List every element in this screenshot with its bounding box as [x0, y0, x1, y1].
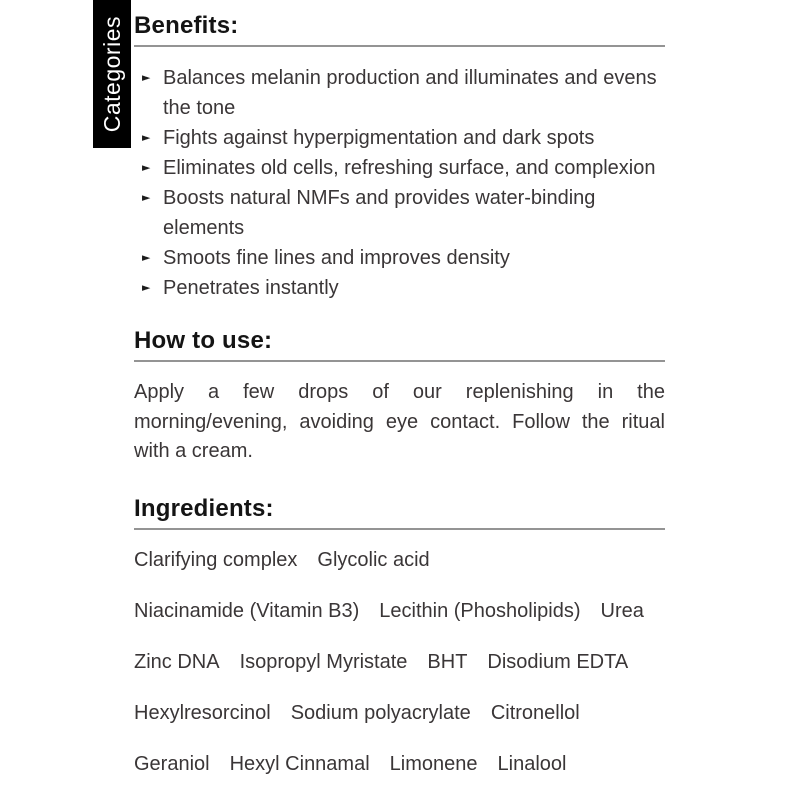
ingredient-line — [134, 753, 665, 775]
ingredient-item: Limonene — [389, 752, 478, 775]
ingredients-section — [134, 493, 665, 775]
benefits-section — [134, 10, 665, 303]
categories-tab[interactable] — [93, 0, 131, 148]
benefit-text: Balances melanin production and illuminates and evens the tone — [163, 67, 657, 119]
benefit-text: Fights against hyperpigmentation and dark spots — [163, 127, 595, 149]
bullet-triangle-icon: ► — [142, 281, 151, 294]
ingredient-item: Sodium polyacrylate — [290, 701, 471, 724]
ingredients-heading: Ingredients: — [134, 494, 274, 522]
ingredient-item: Linalool — [497, 752, 567, 775]
benefit-item — [134, 183, 665, 243]
bullet-triangle-icon: ► — [142, 131, 151, 144]
benefits-heading: Benefits: — [134, 12, 239, 39]
ingredient-line — [134, 549, 665, 571]
ingredient-item: Niacinamide (Vitamin B3) — [134, 599, 360, 622]
ingredient-item: Isopropyl Myristate — [239, 650, 408, 673]
ingredients-divider — [134, 528, 665, 530]
ingredient-item: Disodium EDTA — [487, 650, 629, 673]
ingredient-item: BHT — [427, 650, 468, 673]
how-to-use-section — [134, 325, 665, 467]
ingredient-item: Geraniol — [134, 752, 210, 775]
ingredient-line — [134, 702, 665, 724]
benefit-item — [134, 123, 665, 153]
ingredient-line — [134, 651, 665, 673]
benefits-list — [134, 63, 665, 303]
bullet-triangle-icon: ► — [142, 71, 151, 84]
ingredient-line — [134, 600, 665, 622]
ingredients-list — [134, 549, 665, 775]
benefit-text: Smoots fine lines and improves density — [163, 247, 510, 269]
benefit-item — [134, 153, 665, 183]
how-to-use-text: Apply a few drops of our replenishing in the morning/evening, avoiding eye contact. Follow the ritual with a cream. — [134, 381, 665, 462]
product-description — [134, 10, 665, 804]
benefit-item — [134, 273, 665, 303]
benefit-item — [134, 63, 665, 123]
how-to-use-divider — [134, 360, 665, 362]
bullet-triangle-icon: ► — [142, 161, 151, 174]
ingredient-item: Clarifying complex — [134, 548, 298, 571]
benefit-text: Eliminates old cells, refreshing surface, and complexion — [163, 157, 656, 179]
ingredient-item: Zinc DNA — [134, 650, 220, 673]
ingredient-item: Glycolic acid — [317, 548, 430, 571]
ingredient-item: Hexylresorcinol — [134, 701, 271, 724]
benefits-divider — [134, 45, 665, 47]
how-to-use-heading: How to use: — [134, 327, 273, 354]
benefit-text: Boosts natural NMFs and provides water-binding elements — [163, 187, 596, 239]
categories-tab-label: Categories — [98, 15, 125, 133]
bullet-triangle-icon: ► — [142, 251, 151, 264]
ingredient-item: Hexyl Cinnamal — [229, 752, 370, 775]
bullet-triangle-icon: ► — [142, 191, 151, 204]
ingredient-item: Lecithin (Phosholipids) — [379, 599, 581, 622]
ingredient-item: Urea — [600, 599, 644, 622]
benefit-text: Penetrates instantly — [163, 277, 339, 299]
ingredient-item: Citronellol — [490, 701, 580, 724]
benefit-item — [134, 243, 665, 273]
